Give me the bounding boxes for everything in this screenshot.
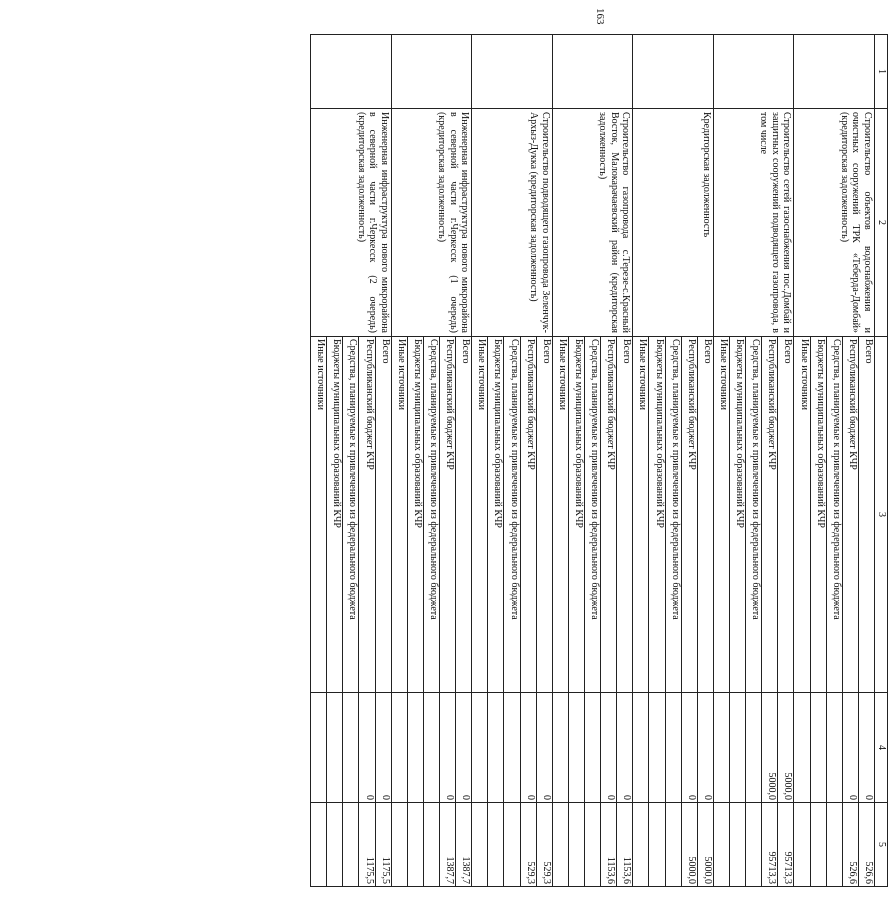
funding-source: Республиканский бюджет КЧР <box>601 337 617 693</box>
funding-source: Республиканский бюджет КЧР <box>440 337 456 693</box>
financing-table <box>310 34 888 887</box>
value-col-4: 0 <box>536 693 552 803</box>
value-col-4 <box>810 693 826 803</box>
funding-source: Бюджеты муниципальных образований КЧР <box>568 337 584 693</box>
project-description: Строительство газопровода с.Терезе-с.Красный Восток, Малокарачаевский район (кредиторская задолженность) <box>552 109 633 337</box>
value-col-5: 1175,5 <box>359 803 375 887</box>
value-col-5: 529,3 <box>536 803 552 887</box>
row-number-cell <box>472 35 553 109</box>
funding-source: Бюджеты муниципальных образований КЧР <box>488 337 504 693</box>
project-description: Инженерная инфраструктура нового микрорайона в северной части г.Черкесск (2 очередь) (кредиторская задолженность) <box>311 109 392 337</box>
funding-source: Бюджеты муниципальных образований КЧР <box>327 337 343 693</box>
value-col-4: 0 <box>842 693 858 803</box>
funding-source: Бюджеты муниципальных образований КЧР <box>649 337 665 693</box>
value-col-4: 0 <box>681 693 697 803</box>
funding-source: Всего <box>536 337 552 693</box>
value-col-5: 5000,0 <box>681 803 697 887</box>
funding-source: Иные источники <box>633 337 649 693</box>
value-col-5 <box>423 803 439 887</box>
funding-source: Иные источники <box>472 337 488 693</box>
value-col-4 <box>343 693 359 803</box>
header-col-1: 1 <box>875 35 888 109</box>
value-col-5: 1387,7 <box>440 803 456 887</box>
value-col-4: 0 <box>858 693 874 803</box>
funding-source: Средства, планируемые к привлечению из федерального бюджета <box>665 337 681 693</box>
funding-source: Республиканский бюджет КЧР <box>520 337 536 693</box>
value-col-4: 0 <box>697 693 713 803</box>
value-col-4 <box>552 693 568 803</box>
table-row <box>697 35 713 887</box>
value-col-5: 1153,6 <box>601 803 617 887</box>
value-col-5: 1153,6 <box>617 803 633 887</box>
value-col-5 <box>585 803 601 887</box>
row-number-cell <box>794 35 875 109</box>
value-col-4: 0 <box>375 693 391 803</box>
row-number-cell <box>633 35 714 109</box>
funding-source: Средства, планируемые к привлечению из федерального бюджета <box>826 337 842 693</box>
value-col-5: 5000,0 <box>697 803 713 887</box>
table-row <box>536 35 552 887</box>
value-col-5 <box>391 803 407 887</box>
funding-source: Бюджеты муниципальных образований КЧР <box>810 337 826 693</box>
row-number-cell <box>391 35 472 109</box>
value-col-4 <box>730 693 746 803</box>
value-col-5: 1387,7 <box>456 803 472 887</box>
value-col-4 <box>472 693 488 803</box>
value-col-5 <box>810 803 826 887</box>
funding-source: Средства, планируемые к привлечению из федерального бюджета <box>423 337 439 693</box>
funding-source: Иные источники <box>794 337 810 693</box>
funding-source: Средства, планируемые к привлечению из федерального бюджета <box>585 337 601 693</box>
table-row <box>456 35 472 887</box>
funding-source: Республиканский бюджет КЧР <box>359 337 375 693</box>
value-col-4 <box>311 693 327 803</box>
funding-source: Республиканский бюджет КЧР <box>762 337 778 693</box>
row-number-cell <box>552 35 633 109</box>
value-col-5 <box>794 803 810 887</box>
value-col-4 <box>746 693 762 803</box>
table-row <box>858 35 874 887</box>
value-col-4 <box>794 693 810 803</box>
value-col-4: 0 <box>440 693 456 803</box>
funding-source: Всего <box>456 337 472 693</box>
value-col-5 <box>472 803 488 887</box>
page-number: 163 <box>594 8 606 25</box>
funding-source: Бюджеты муниципальных образований КЧР <box>730 337 746 693</box>
value-col-4: 5000,0 <box>778 693 794 803</box>
value-col-5 <box>343 803 359 887</box>
value-col-5 <box>552 803 568 887</box>
row-number-cell <box>311 35 392 109</box>
value-col-5 <box>568 803 584 887</box>
value-col-4: 0 <box>520 693 536 803</box>
funding-source: Всего <box>778 337 794 693</box>
project-description: Строительство объектов водоснабжения и очистных сооружений ТРК «Теберда-Домбай» (кредиторская задолженность) <box>794 109 875 337</box>
funding-source: Иные источники <box>391 337 407 693</box>
value-col-4 <box>488 693 504 803</box>
value-col-4: 0 <box>359 693 375 803</box>
funding-source: Всего <box>375 337 391 693</box>
value-col-4 <box>391 693 407 803</box>
funding-source: Средства, планируемые к привлечению из федерального бюджета <box>343 337 359 693</box>
funding-source: Всего <box>858 337 874 693</box>
value-col-5 <box>746 803 762 887</box>
project-description: Строительство сетей газоснабжения пос.Домбай и защитных сооружений подводящего газопровода, в том числе <box>713 109 794 337</box>
value-col-5 <box>730 803 746 887</box>
funding-source: Средства, планируемые к привлечению из федерального бюджета <box>746 337 762 693</box>
funding-source: Иные источники <box>713 337 729 693</box>
value-col-4 <box>585 693 601 803</box>
funding-source: Всего <box>697 337 713 693</box>
value-col-4 <box>713 693 729 803</box>
value-col-5: 95713,3 <box>778 803 794 887</box>
value-col-5 <box>327 803 343 887</box>
value-col-4 <box>826 693 842 803</box>
value-col-5 <box>826 803 842 887</box>
value-col-5 <box>407 803 423 887</box>
value-col-4 <box>633 693 649 803</box>
project-description: Инженерная инфраструктура нового микрорайона в северной части г.Черкесск (1 очередь) (кредиторская задолженность) <box>391 109 472 337</box>
header-col-5: 5 <box>875 803 888 887</box>
project-description: Кредиторская задолженность <box>633 109 714 337</box>
value-col-5 <box>649 803 665 887</box>
table-row <box>778 35 794 887</box>
value-col-4: 0 <box>601 693 617 803</box>
value-col-4 <box>504 693 520 803</box>
value-col-4 <box>649 693 665 803</box>
table-row <box>617 35 633 887</box>
funding-source: Иные источники <box>552 337 568 693</box>
rotated-table-sheet <box>310 34 888 886</box>
table-body <box>311 35 875 887</box>
value-col-5: 526,6 <box>842 803 858 887</box>
value-col-5: 1175,5 <box>375 803 391 887</box>
funding-source: Всего <box>617 337 633 693</box>
value-col-4 <box>568 693 584 803</box>
value-col-4 <box>407 693 423 803</box>
value-col-5 <box>633 803 649 887</box>
header-col-2: 2 <box>875 109 888 337</box>
value-col-5: 95713,3 <box>762 803 778 887</box>
value-col-4 <box>327 693 343 803</box>
value-col-5 <box>488 803 504 887</box>
value-col-5: 526,6 <box>858 803 874 887</box>
project-description: Строительство подводящего газопровода Зеленчук-Архыз-Дукка (кредиторская задолженность) <box>472 109 553 337</box>
funding-source: Республиканский бюджет КЧР <box>842 337 858 693</box>
value-col-5 <box>311 803 327 887</box>
header-col-4: 4 <box>875 693 888 803</box>
funding-source: Иные источники <box>311 337 327 693</box>
row-number-cell <box>713 35 794 109</box>
funding-source: Средства, планируемые к привлечению из федерального бюджета <box>504 337 520 693</box>
value-col-4 <box>423 693 439 803</box>
funding-source: Бюджеты муниципальных образований КЧР <box>407 337 423 693</box>
value-col-4: 0 <box>617 693 633 803</box>
value-col-4: 0 <box>456 693 472 803</box>
table-row <box>375 35 391 887</box>
value-col-4 <box>665 693 681 803</box>
value-col-5: 529,3 <box>520 803 536 887</box>
header-row <box>875 35 888 887</box>
header-col-3: 3 <box>875 337 888 693</box>
funding-source: Республиканский бюджет КЧР <box>681 337 697 693</box>
value-col-5 <box>665 803 681 887</box>
value-col-5 <box>504 803 520 887</box>
value-col-4: 5000,0 <box>762 693 778 803</box>
value-col-5 <box>713 803 729 887</box>
